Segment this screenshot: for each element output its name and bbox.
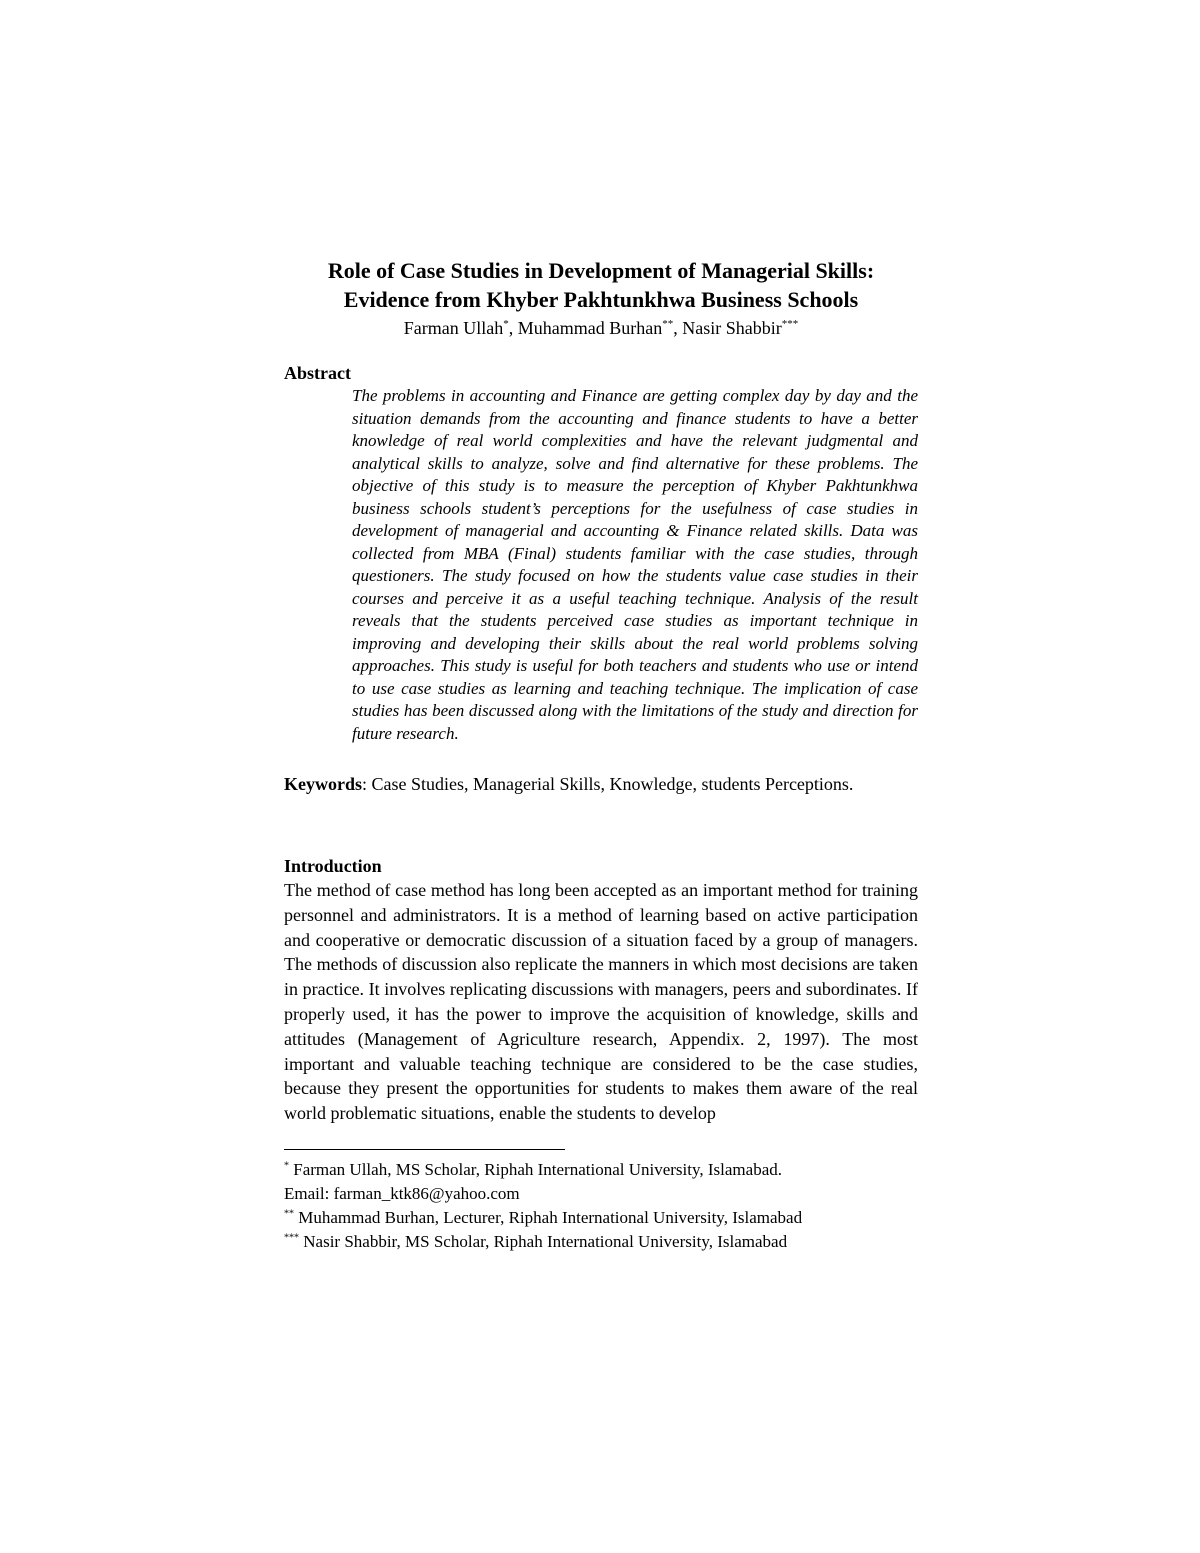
footnote-text: Email: farman_ktk86@yahoo.com xyxy=(284,1183,520,1203)
paper-title xyxy=(284,256,918,314)
footnote xyxy=(284,1230,918,1254)
footnote xyxy=(284,1206,918,1230)
footnote-text: Nasir Shabbir, MS Scholar, Riphah International University, Islamabad xyxy=(303,1231,788,1251)
author-footnote-mark: ** xyxy=(662,318,674,330)
abstract-heading: Abstract xyxy=(284,363,351,383)
footnote-mark: ** xyxy=(284,1208,294,1220)
title-line-2: Evidence from Khyber Pakhtunkhwa Business Schools xyxy=(343,287,859,312)
keywords-label: Keywords xyxy=(284,774,362,794)
footnote-text: Farman Ullah, MS Scholar, Riphah International University, Islamabad. xyxy=(293,1159,782,1179)
author-name: Nasir Shabbir xyxy=(682,318,782,338)
title-line-1: Role of Case Studies in Development of Managerial Skills: xyxy=(327,258,875,283)
author-name: Muhammad Burhan xyxy=(517,318,663,338)
footnote-mark: *** xyxy=(284,1232,299,1244)
footnote-text: Muhammad Burhan, Lecturer, Riphah International University, Islamabad xyxy=(298,1207,803,1227)
footnote-mark: * xyxy=(284,1160,289,1172)
keywords-paragraph xyxy=(284,772,918,797)
author-separator: , xyxy=(673,318,683,338)
author-separator: , xyxy=(508,318,518,338)
footnote xyxy=(284,1182,918,1206)
author-footnote-mark: *** xyxy=(781,318,799,330)
footnotes xyxy=(284,1158,918,1254)
paper-page xyxy=(284,256,918,1254)
footnote-divider xyxy=(284,1149,565,1150)
introduction-heading: Introduction xyxy=(284,856,382,876)
keywords-text: : Case Studies, Managerial Skills, Knowledge, students Perceptions. xyxy=(362,774,854,794)
author-footnote-mark: * xyxy=(503,318,509,330)
footnote xyxy=(284,1158,918,1182)
introduction-text: The method of case method has long been accepted as an important method for training personnel and administrators. It is a method of learning based on active participation and cooperative or democratic discussion of a situation faced by a group of managers. The methods of discussion also replicate the manners in which most decisions are taken in practice. It involves replicating discussions with managers, peers and subordinates. If properly used, it has the power to improve the acquisition of knowledge, skills and attitudes (Management of Agriculture research, Appendix. 2, 1997). The most important and valuable teaching technique are considered to be the case studies, because they present the opportunities for students to makes them aware of the real world problematic situations, enable the students to develop xyxy=(284,880,918,1124)
author-list xyxy=(284,316,918,340)
abstract-text: The problems in accounting and Finance are getting complex day by day and the situation demands from the accounting and finance students to have a better knowledge of real world complexities and have the relevant judgmental and analytical skills to analyze, solve and find alternative for these problems. The objective of this study is to measure the perception of Khyber Pakhtunkhwa business schools student’s perceptions for the usefulness of case studies in development of managerial and accounting & Finance related skills. Data was collected from MBA (Final) students familiar with the case studies, through questioners. The study focused on how the students value case studies in their courses and perceive it as a useful teaching technique. Analysis of the result reveals that the students perceived case studies as important technique in improving and developing their skills about the real world problems solving approaches. This study is useful for both teachers and students who use or intend to use case studies as learning and teaching technique. The implication of case studies has been discussed along with the limitations of the study and direction for future research. xyxy=(352,386,918,743)
author-name: Farman Ullah xyxy=(403,318,504,338)
